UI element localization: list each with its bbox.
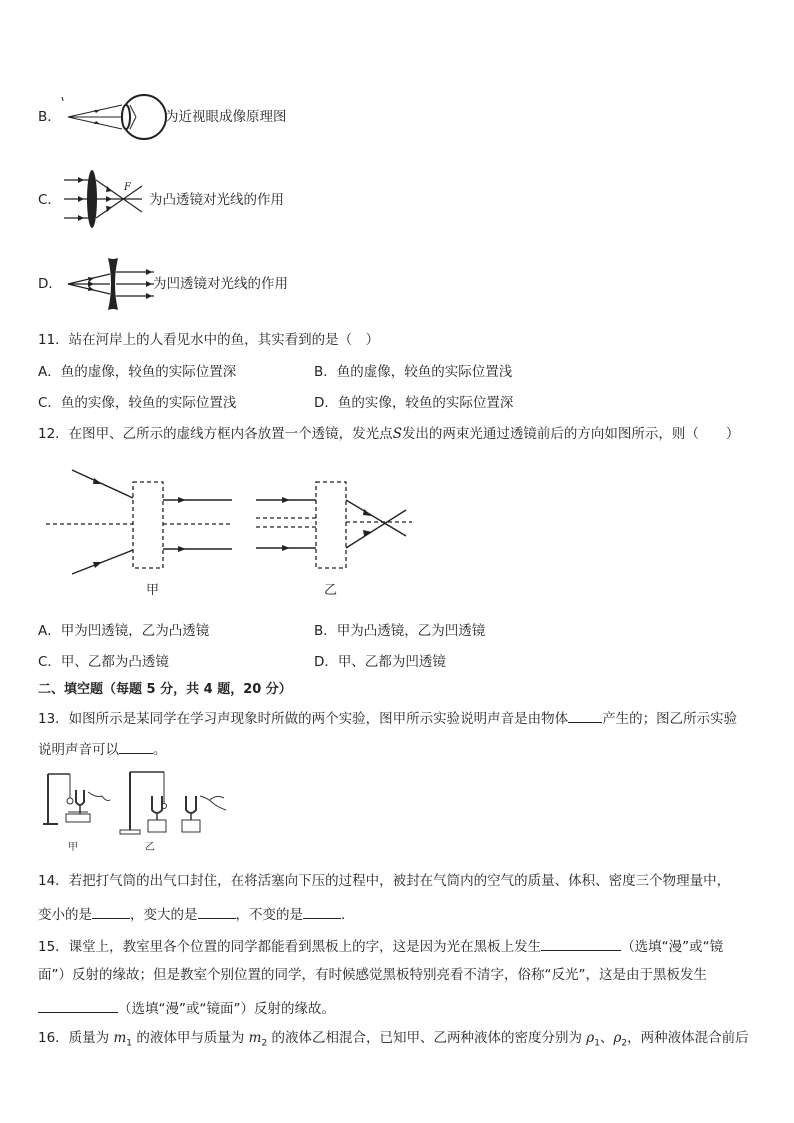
option-d-caption: 为凹透镜对光线的作用 <box>153 276 288 292</box>
q15-line1-part-a: 15．课堂上，教室里各个位置的同学都能看到黑板上的字，这是因为光在黑板上发生 <box>38 939 542 955</box>
q12-option-d: D．甲、乙都为凹透镜 <box>314 654 446 670</box>
q16-m2-sub: 2 <box>261 1038 268 1049</box>
option-d-letter: D． <box>38 276 62 292</box>
q11-option-c: C．鱼的实像，较鱼的实际位置浅 <box>38 395 237 411</box>
q14-blank-3[interactable] <box>303 906 341 919</box>
q13-label-jia: 甲 <box>68 842 78 853</box>
q16-m1-sub: 1 <box>126 1038 133 1049</box>
lens-box-figure <box>40 462 420 600</box>
q13-blank-2[interactable] <box>119 741 153 754</box>
q13-line1-part-a: 13．如图所示是某同学在学习声现象时所做的两个实验，图甲所示实验说明声音是由物体 <box>38 711 569 727</box>
q14-line2-part-a: 变小的是 <box>38 907 92 923</box>
q15-line3 <box>38 1000 335 1017</box>
q16-rho2-sub: 2 <box>621 1038 628 1049</box>
q13-line1-part-b: 产生的；图乙所示实验 <box>602 711 738 727</box>
q12-stem <box>38 428 739 442</box>
q15-line1 <box>38 938 723 955</box>
sound-experiment-figure <box>40 768 232 840</box>
q11-option-b: B．鱼的虚像，较鱼的实际位置浅 <box>314 364 513 380</box>
q12-option-a: A．甲为凹透镜，乙为凸透镜 <box>38 623 210 639</box>
q14-blank-2[interactable] <box>198 906 236 919</box>
q12-option-c: C．甲、乙都为凸透镜 <box>38 654 169 670</box>
q14-blank-1[interactable] <box>92 906 130 919</box>
q12-stem-part-a: 12．在图甲、乙所示的虚线方框内各放置一个透镜，发光点 <box>38 426 393 442</box>
q14-line1: 14．若把打气筒的出气口封住，在将活塞向下压的过程中，被封在气筒内的空气的质量、体积、密度三个物理量中， <box>38 873 731 889</box>
q16-part-b: 的液体甲与质量为 <box>136 1030 245 1046</box>
q15-line1-part-b: （选填“漫”或“镜 <box>621 939 724 955</box>
q12-stem-part-b: 发出的两束光通过透镜前后的方向如图所示，则（ ） <box>401 426 740 442</box>
q15-blank-1[interactable] <box>541 938 621 951</box>
concave-lens-diagram <box>66 256 158 312</box>
q13-label-yi: 乙 <box>145 842 155 853</box>
q13-blank-1[interactable] <box>568 710 602 723</box>
q12-label-jia: 甲 <box>146 583 160 598</box>
q15-blank-2[interactable] <box>38 1000 118 1013</box>
q11-option-d: D．鱼的实像，较鱼的实际位置深 <box>314 395 514 411</box>
option-c-letter: C． <box>38 192 61 208</box>
q12-option-b: B．甲为凸透镜，乙为凹透镜 <box>314 623 486 639</box>
q12-label-yi: 乙 <box>324 583 338 598</box>
q16-part-c: 的液体乙相混合，已知甲、乙两种液体的密度分别为 <box>271 1030 582 1046</box>
q16-rho1-sub: 1 <box>594 1038 600 1049</box>
q13-line2-part-a: 说明声音可以 <box>38 742 119 758</box>
q16-rho1: ρ <box>586 1030 595 1046</box>
convex-lens-diagram <box>62 168 148 230</box>
q16-part-a: 16．质量为 <box>38 1030 110 1046</box>
q14-line2-part-b: ，变大的是 <box>130 907 198 923</box>
q16-line1 <box>38 1032 749 1049</box>
q14-line2-part-c: ，不变的是 <box>235 907 303 923</box>
q14-line2 <box>38 906 345 923</box>
q11-option-a: A．鱼的虚像，较鱼的实际位置深 <box>38 364 237 380</box>
q14-line2-part-d: . <box>341 907 346 923</box>
q13-line2-part-b: 。 <box>153 742 167 758</box>
q16-separator: 、 <box>599 1030 614 1046</box>
q16-rho2: ρ <box>613 1030 622 1046</box>
q16-m2: m <box>248 1030 262 1046</box>
option-b-letter: B． <box>38 109 61 125</box>
section-title: 二、填空题（每题 5 分，共 4 题，20 分） <box>38 682 292 697</box>
q13-line1 <box>38 710 737 727</box>
q13-line2 <box>38 741 167 758</box>
q11-stem: 11．站在河岸上的人看见水中的鱼，其实看到的是（ ） <box>38 332 380 348</box>
q16-part-d: ，两种液体混合前后 <box>627 1030 749 1046</box>
myopia-diagram <box>60 93 168 143</box>
option-c-caption: 为凸透镜对光线的作用 <box>149 192 284 208</box>
q12-point-s: S <box>392 426 402 442</box>
q16-m1: m <box>113 1030 127 1046</box>
option-b-caption: 为近视眼成像原理图 <box>165 109 287 125</box>
focus-label: F <box>124 182 131 193</box>
q15-line2: 面”）反射的缘故；但是教室个别位置的同学，有时候感觉黑板特别亮看不清字，俗称“反光”，这是由于黑板发生 <box>38 967 707 983</box>
q15-line3-part-b: （选填“漫”或“镜面”）反射的缘故。 <box>118 1001 335 1017</box>
